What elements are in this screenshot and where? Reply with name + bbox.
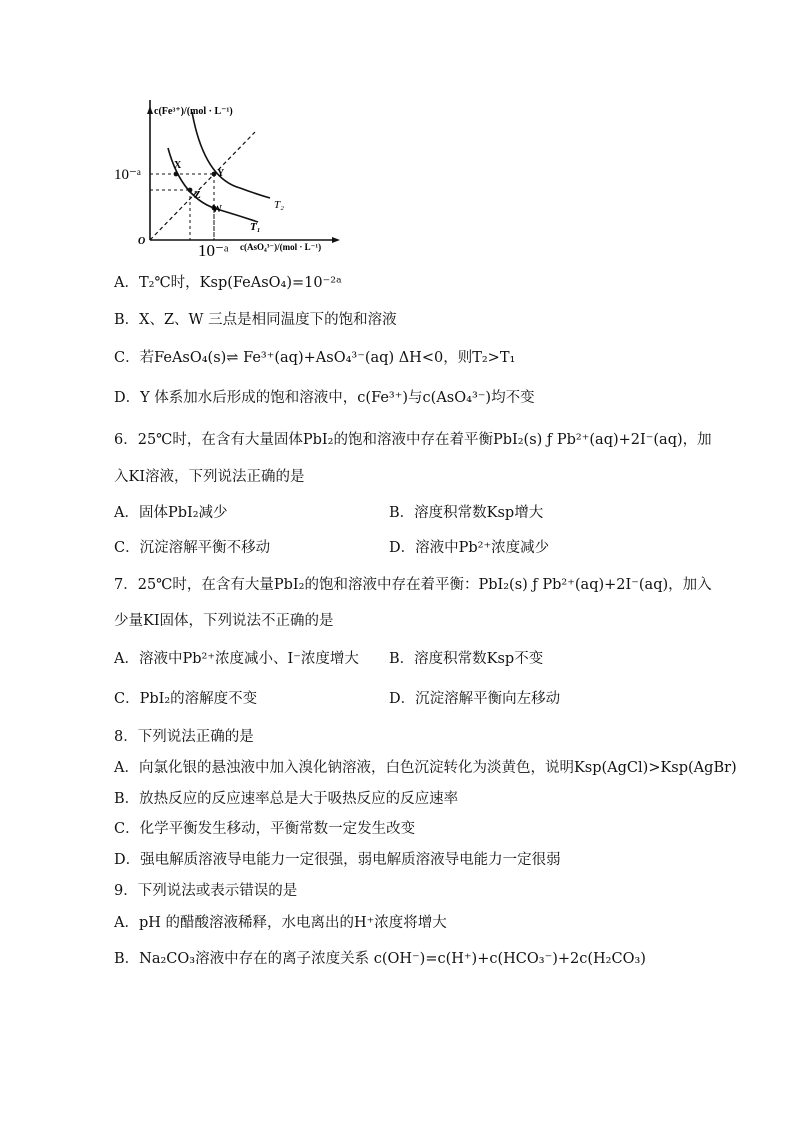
point-x-label: X xyxy=(174,160,182,171)
q5-option-a: A．T₂℃时，Ksp(FeAsO₄)=10⁻²ᵃ xyxy=(114,275,342,291)
q7-option-c: C．PbI₂的溶解度不变 xyxy=(114,691,258,707)
y-axis-label: c(Fe³⁺)/(mol · L⁻¹) xyxy=(154,106,233,117)
q7-stem-line2: 少量KI固体，下列说法不正确的是 xyxy=(114,613,334,629)
q6-stem-line1: 6．25℃时，在含有大量固体PbI₂的饱和溶液中存在着平衡PbI₂(s) ƒ Pb²⁺(aq)+2I⁻(aq)，加 xyxy=(114,432,712,448)
q8-option-a: A．向氯化银的悬浊液中加入溴化钠溶液，白色沉淀转化为淡黄色，说明Ksp(AgCl)>Ksp(AgBr) xyxy=(114,760,737,776)
q6-option-c: C．沉淀溶解平衡不移动 xyxy=(114,540,271,556)
x-axis-arrow xyxy=(332,237,340,243)
q5-option-d: D．Y 体系加水后形成的饱和溶液中，c(Fe³⁺)与c(AsO₄³⁻)均不变 xyxy=(114,390,535,406)
q9-option-b: B．Na₂CO₃溶液中存在的离子浓度关系 c(OH⁻)=c(H⁺)+c(HCO₃⁻)+2c(H₂CO₃) xyxy=(114,951,646,967)
solubility-graph xyxy=(110,100,350,260)
point-z-dot xyxy=(188,188,193,193)
point-w-label: W xyxy=(212,204,222,215)
y-tick-label: 10⁻ᵃ xyxy=(114,167,142,183)
q8-option-b: B．放热反应的反应速率总是大于吸热反应的反应速率 xyxy=(114,791,459,807)
q6-option-a: A．固体PbI₂减少 xyxy=(114,505,228,521)
curve-t1-label: T₁ xyxy=(250,221,261,233)
q7-option-a: A．溶液中Pb²⁺浓度减小、I⁻浓度增大 xyxy=(114,651,359,667)
q8-option-c: C．化学平衡发生移动，平衡常数一定发生改变 xyxy=(114,821,416,837)
x-axis-label: c(AsO₄³⁻)/(mol · L⁻¹) xyxy=(240,242,322,252)
point-y-dot xyxy=(212,172,217,177)
q8-option-d: D．强电解质溶液导电能力一定很强，弱电解质溶液导电能力一定很弱 xyxy=(114,852,561,868)
q9-option-a: A．pH 的醋酸溶液稀释，水电离出的H⁺浓度将增大 xyxy=(114,915,447,931)
y-axis-arrow xyxy=(147,106,153,114)
q8-stem: 8．下列说法正确的是 xyxy=(114,729,254,745)
q5-option-b: B．X、Z、W 三点是相同温度下的饱和溶液 xyxy=(114,312,397,328)
q9-stem: 9．下列说法或表示错误的是 xyxy=(114,883,298,899)
q7-option-d: D．沉淀溶解平衡向左移动 xyxy=(389,691,561,707)
point-x-dot xyxy=(174,172,179,177)
q7-option-b: B．溶度积常数Ksp不变 xyxy=(389,651,544,667)
curve-t2 xyxy=(192,112,270,198)
q6-option-b: B．溶度积常数Ksp增大 xyxy=(389,505,544,521)
origin-label: O xyxy=(138,236,146,247)
point-z-label: Z xyxy=(194,190,201,201)
q5-option-c: C．若FeAsO₄(s)⇌ Fe³⁺(aq)+AsO₄³⁻(aq) ΔH<0，则T₂>T₁ xyxy=(114,350,516,366)
q6-option-d: D．溶液中Pb²⁺浓度减少 xyxy=(389,540,550,556)
x-tick-label: 10⁻ᵃ xyxy=(198,241,229,260)
q6-stem-line2: 入KI溶液，下列说法正确的是 xyxy=(114,469,305,485)
point-y-label: Y xyxy=(217,168,225,179)
q7-stem-line1: 7．25℃时，在含有大量PbI₂的饱和溶液中存在着平衡：PbI₂(s) ƒ Pb²⁺(aq)+2I⁻(aq)，加入 xyxy=(114,577,712,593)
curve-t2-label: T₂ xyxy=(274,199,284,211)
